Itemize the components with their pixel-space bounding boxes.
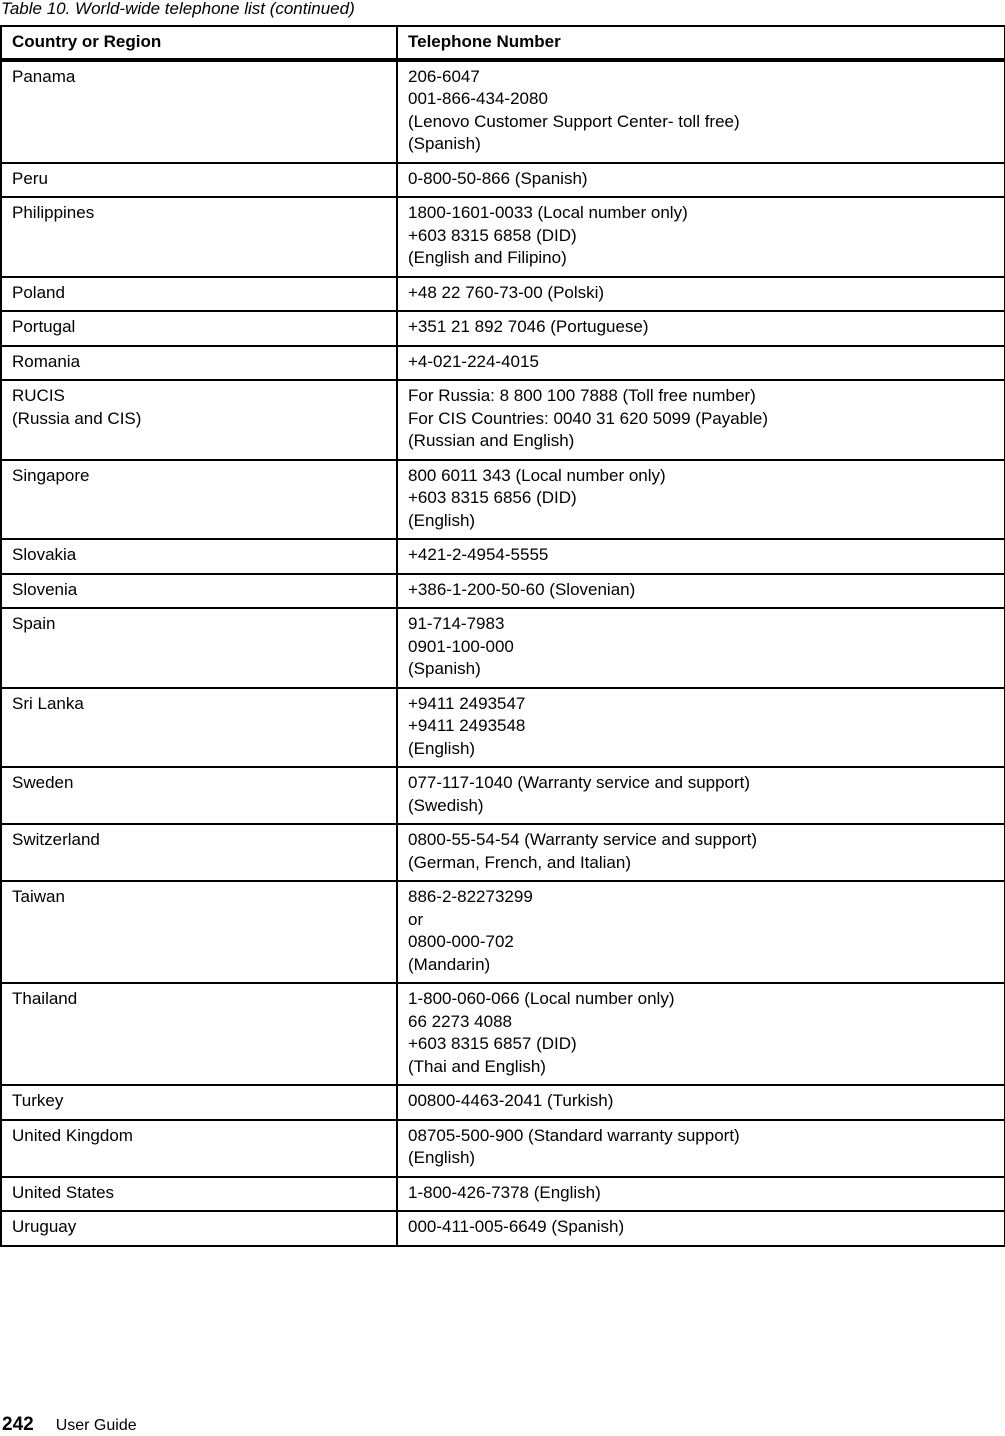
- country-cell: [1, 688, 397, 768]
- country-name: Sweden: [12, 773, 74, 792]
- telephone-line: For CIS Countries: 0040 31 620 5099 (Payable): [408, 408, 769, 428]
- telephone-line: +386-1-200-50-60 (Slovenian): [408, 579, 636, 599]
- table-row: [1, 1177, 1005, 1212]
- country-cell: [1, 574, 397, 609]
- country-cell: [1, 1177, 397, 1212]
- country-cell: [1, 346, 397, 381]
- telephone-line: +421-2-4954-5555: [408, 545, 549, 564]
- telephone-line: (English): [408, 510, 476, 530]
- telephone-line: 66 2273 4088: [408, 1011, 512, 1031]
- telephone-cell: [397, 983, 1005, 1085]
- country-name: Slovenia: [12, 579, 78, 599]
- telephone-line: 077-117-1040 (Warranty service and support): [408, 773, 751, 792]
- telephone-line: 206-6047: [408, 66, 480, 86]
- telephone-line: 1800-1601-0033 (Local number only): [408, 203, 688, 222]
- table-caption: Table 10. World-wide telephone list (continued): [1, 0, 355, 18]
- telephone-line: 0901-100-000: [408, 636, 514, 656]
- country-name: Sri Lanka: [12, 693, 84, 713]
- telephone-line: (English and Filipino): [408, 248, 567, 267]
- telephone-line: For Russia: 8 800 100 7888 (Toll free number): [408, 386, 756, 405]
- telephone-cell: [397, 574, 1005, 609]
- telephone-cell: [397, 1177, 1005, 1212]
- country-name: Peru: [12, 168, 48, 188]
- table-row: [1, 608, 1005, 688]
- country-name: Singapore: [12, 465, 90, 485]
- telephone-cell: [397, 380, 1005, 460]
- country-cell: [1, 1085, 397, 1120]
- table-row: [1, 311, 1005, 346]
- telephone-line: 0-800-50-866 (Spanish): [408, 168, 588, 188]
- document-title: User Guide: [55, 1417, 137, 1434]
- column-header-telephone: Telephone Number: [397, 26, 1005, 60]
- table-body: [1, 60, 1005, 1246]
- country-name: Romania: [12, 351, 81, 371]
- telephone-line: (Swedish): [408, 795, 484, 815]
- telephone-line: (Spanish): [408, 659, 481, 678]
- country-name: Thailand: [12, 989, 78, 1008]
- page-footer: [2, 1415, 137, 1436]
- country-name: (Russia and CIS): [12, 408, 142, 428]
- country-name: Spain: [12, 614, 56, 633]
- country-name: Portugal: [12, 317, 76, 336]
- country-name: Taiwan: [12, 887, 65, 906]
- country-cell: [1, 311, 397, 346]
- table-row: [1, 767, 1005, 824]
- telephone-line: +4-021-224-4015: [408, 351, 539, 371]
- table-row: [1, 1085, 1005, 1120]
- telephone-cell: [397, 1085, 1005, 1120]
- country-name: Uruguay: [12, 1217, 77, 1236]
- telephone-line: 000-411-005-6649 (Spanish): [408, 1217, 625, 1236]
- country-cell: [1, 380, 397, 460]
- country-name: Slovakia: [12, 545, 77, 564]
- telephone-line: +603 8315 6857 (DID): [408, 1034, 577, 1053]
- telephone-cell: [397, 767, 1005, 824]
- table-row: [1, 539, 1005, 574]
- telephone-line: (German, French, and Italian): [408, 852, 631, 872]
- telephone-line: (Lenovo Customer Support Center- toll free): [408, 111, 740, 131]
- country-name: United Kingdom: [12, 1125, 133, 1145]
- country-name: United States: [12, 1182, 115, 1202]
- country-name: RUCIS: [12, 386, 65, 405]
- country-cell: [1, 60, 397, 163]
- table-row: [1, 197, 1005, 277]
- country-name: Panama: [12, 66, 76, 86]
- table-row: [1, 460, 1005, 540]
- country-cell: [1, 1120, 397, 1177]
- telephone-line: 1-800-060-066 (Local number only): [408, 989, 675, 1008]
- telephone-cell: [397, 311, 1005, 346]
- country-name: Poland: [12, 282, 65, 302]
- table-row: [1, 824, 1005, 881]
- country-cell: [1, 983, 397, 1085]
- telephone-line: (English): [408, 738, 476, 758]
- telephone-line: +603 8315 6856 (DID): [408, 488, 577, 507]
- table-row: [1, 881, 1005, 983]
- telephone-cell: [397, 1120, 1005, 1177]
- country-cell: [1, 197, 397, 277]
- telephone-line: +9411 2493548: [408, 716, 526, 735]
- table-row: [1, 163, 1005, 198]
- country-cell: [1, 1211, 397, 1246]
- table-row: [1, 346, 1005, 381]
- telephone-line: 1-800-426-7378 (English): [408, 1182, 601, 1202]
- telephone-table: [0, 25, 1005, 1247]
- country-cell: [1, 539, 397, 574]
- telephone-line: (Mandarin): [408, 954, 491, 974]
- table-header-row: [1, 26, 1005, 60]
- country-cell: [1, 163, 397, 198]
- page-number: 242: [2, 1414, 34, 1435]
- country-name: Switzerland: [12, 830, 100, 849]
- country-cell: [1, 608, 397, 688]
- telephone-line: 0800-55-54-54 (Warranty service and support): [408, 830, 757, 849]
- country-cell: [1, 881, 397, 983]
- telephone-line: (Russian and English): [408, 431, 575, 450]
- telephone-line: (Thai and English): [408, 1056, 546, 1076]
- telephone-cell: [397, 881, 1005, 983]
- table-row: [1, 1120, 1005, 1177]
- table-row: [1, 688, 1005, 768]
- table-row: [1, 60, 1005, 163]
- country-cell: [1, 460, 397, 540]
- telephone-line: 0800-000-702: [408, 932, 514, 951]
- telephone-cell: [397, 163, 1005, 198]
- telephone-cell: [397, 460, 1005, 540]
- telephone-line: or: [408, 909, 424, 929]
- column-header-country: Country or Region: [1, 26, 397, 60]
- country-name: Philippines: [12, 203, 95, 222]
- telephone-cell: [397, 1211, 1005, 1246]
- telephone-line: +351 21 892 7046 (Portuguese): [408, 317, 649, 336]
- country-cell: [1, 824, 397, 881]
- table-row: [1, 277, 1005, 312]
- telephone-line: 800 6011 343 (Local number only): [408, 465, 666, 485]
- telephone-line: (Spanish): [408, 134, 481, 153]
- telephone-line: 91-714-7983: [408, 614, 505, 633]
- telephone-cell: [397, 539, 1005, 574]
- telephone-line: +9411 2493547: [408, 693, 526, 713]
- telephone-line: 00800-4463-2041 (Turkish): [408, 1091, 614, 1110]
- telephone-line: 886-2-82273299: [408, 887, 533, 906]
- telephone-cell: [397, 608, 1005, 688]
- table-row: [1, 574, 1005, 609]
- country-cell: [1, 277, 397, 312]
- telephone-cell: [397, 60, 1005, 163]
- country-cell: [1, 767, 397, 824]
- telephone-line: +48 22 760-73-00 (Polski): [408, 282, 605, 302]
- country-name: Turkey: [12, 1091, 64, 1110]
- telephone-cell: [397, 346, 1005, 381]
- telephone-line: 08705-500-900 (Standard warranty support): [408, 1125, 740, 1145]
- telephone-line: +603 8315 6858 (DID): [408, 225, 577, 245]
- telephone-cell: [397, 688, 1005, 768]
- telephone-cell: [397, 197, 1005, 277]
- table-row: [1, 983, 1005, 1085]
- table-row: [1, 1211, 1005, 1246]
- telephone-line: 001-866-434-2080: [408, 89, 548, 108]
- telephone-cell: [397, 824, 1005, 881]
- telephone-cell: [397, 277, 1005, 312]
- telephone-line: (English): [408, 1148, 476, 1167]
- table-row: [1, 380, 1005, 460]
